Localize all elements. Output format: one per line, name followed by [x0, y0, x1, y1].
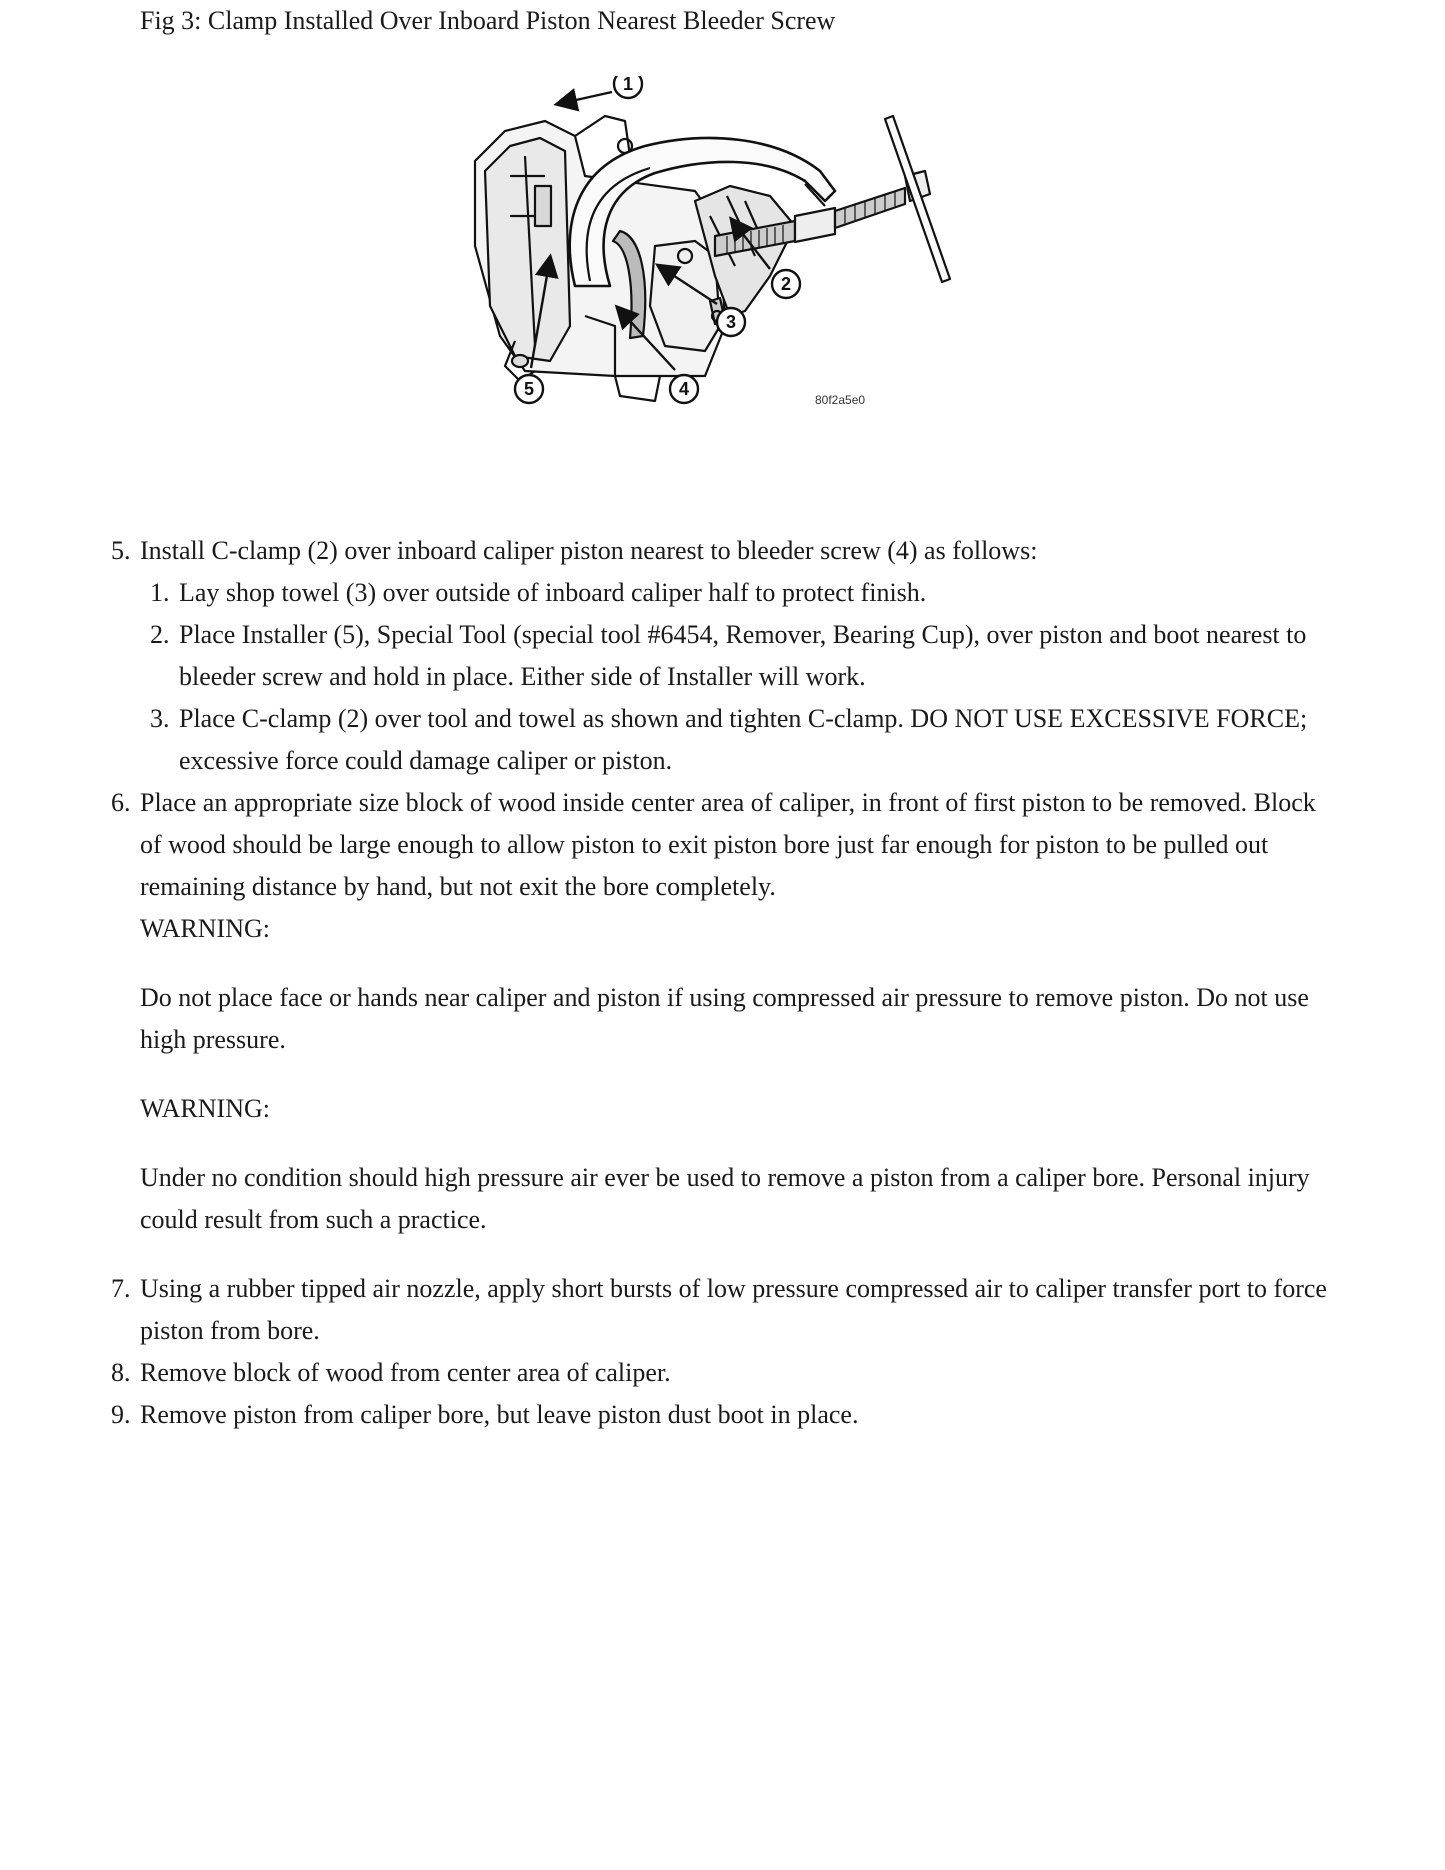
- callout-5: 5: [523, 379, 535, 399]
- step-6: [111, 782, 1340, 1241]
- sub-step-1: [150, 572, 1340, 614]
- sub-step-3: [150, 698, 1340, 782]
- warning-label: WARNING:: [140, 914, 270, 943]
- step-9: [111, 1394, 1340, 1436]
- sub-step-text: Place Installer (5), Special Tool (special tool #6454, Remover, Bearing Cup), over piston and boot nearest to bleeder screw and hold in place. Either side of Installer will work.: [179, 620, 1307, 691]
- warning-text: Do not place face or hands near caliper and piston if using compressed air pressure to remove piston. Do not use high pressure.: [140, 983, 1309, 1054]
- step-text: Place an appropriate size block of wood inside center area of caliper, in front of first piston to be removed. Block of wood should be large enough to allow piston to exit piston bore just far enough for piston to be pulled out remaining distance by hand, but not exit the bore completely.: [140, 788, 1316, 901]
- warning-label: WARNING:: [140, 1094, 270, 1123]
- caliper-clamp-illustration: [465, 76, 1040, 496]
- sub-step-number: 3.: [150, 704, 170, 733]
- sub-step-number: 2.: [150, 620, 170, 649]
- step-number: 7.: [111, 1274, 131, 1303]
- procedure-steps: [111, 530, 1340, 1436]
- figure-caption: Fig 3: Clamp Installed Over Inboard Piston Nearest Bleeder Screw: [140, 6, 836, 35]
- step-number: 8.: [111, 1358, 131, 1387]
- callout-4: 4: [678, 379, 690, 399]
- step-text: Remove piston from caliper bore, but leave piston dust boot in place.: [140, 1400, 859, 1429]
- step-number: 5.: [111, 536, 131, 565]
- callout-2: 2: [780, 274, 792, 294]
- sub-steps: [140, 572, 1340, 782]
- step-text: Using a rubber tipped air nozzle, apply short bursts of low pressure compressed air to caliper transfer port to force piston from bore.: [140, 1274, 1327, 1345]
- sub-step-number: 1.: [150, 578, 170, 607]
- callout-1: 1: [622, 76, 634, 94]
- step-text: Install C-clamp (2) over inboard caliper piston nearest to bleeder screw (4) as follows:: [140, 536, 1038, 565]
- step-7: [111, 1268, 1340, 1352]
- callout-3: 3: [725, 312, 737, 332]
- sub-step-2: [150, 614, 1340, 698]
- warning-text: Under no condition should high pressure air ever be used to remove a piston from a caliper bore. Personal injury could result from such a practice.: [140, 1163, 1310, 1234]
- step-text: Remove block of wood from center area of caliper.: [140, 1358, 671, 1387]
- sub-step-text: Place C-clamp (2) over tool and towel as shown and tighten C-clamp. DO NOT USE EXCESSIVE FORCE; excessive force could damage caliper or piston.: [179, 704, 1308, 775]
- step-5: [111, 530, 1340, 782]
- step-8: [111, 1352, 1340, 1394]
- step-number: 9.: [111, 1400, 131, 1429]
- image-code: 80f2a5e0: [815, 393, 866, 407]
- step-number: 6.: [111, 788, 131, 817]
- sub-step-text: Lay shop towel (3) over outside of inboard caliper half to protect finish.: [179, 578, 927, 607]
